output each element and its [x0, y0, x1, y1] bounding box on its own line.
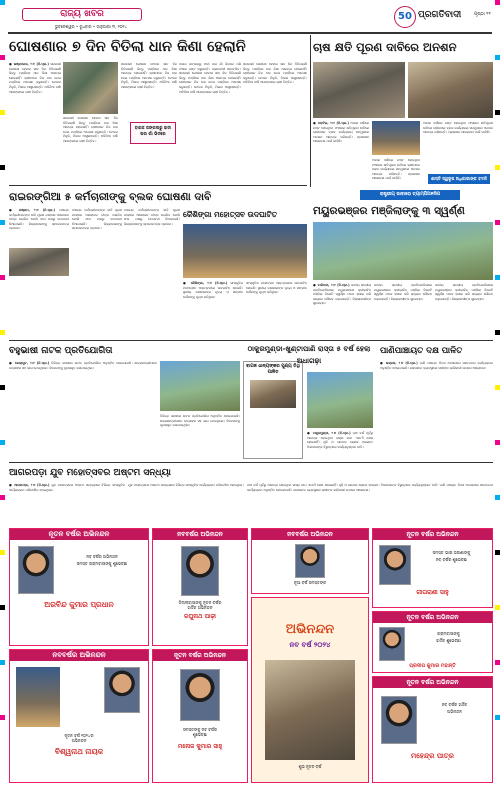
thakurmunda-body-cont: ପାଞ୍ଚ ବର୍ଷ ପୂର୍ବରୁ ଆରମ୍ଭ ହୋଇଥିବା ରାସ୍ତା କାମ ଏଯାଏଁ ଶେଷ ହୋଇନାହିଁ। ଧୂଳି ଓ ଗାତରେ ଲୋକେ ହଇରାଣ। ଠିକାଦାରଙ୍କ ବିରୁଦ୍ଧରେ କାର୍ଯ୍ୟାନୁଷ୍ଠାନ ଦାବି।: [247, 483, 439, 487]
print-color-marks-right: [495, 0, 500, 788]
masthead-rule: [8, 32, 492, 34]
lead-byline: ● ଭଞ୍ଜନଗର, ୨।୧ (ନି.ପ୍ର.): [9, 62, 49, 66]
sports-banner: ରାଷ୍ଟ୍ରୀୟ ଭାବାରୋ ଚ୍ୟାମ୍ପିଅନସିପ: [360, 190, 460, 200]
ad-line2: ହାର୍ଦ୍ଦିକ ଶୁଭେଚ୍ଛା: [436, 638, 461, 644]
raigada-col3: [124, 208, 180, 338]
ad-line2: ଅଭିନନ୍ଦନ: [447, 709, 462, 715]
mayurbhanj-photo: [313, 222, 493, 280]
ad-portrait: [295, 544, 325, 578]
ad-title: ନୂତନ ବର୍ଷର ଅଭିନନ୍ଦନ: [373, 612, 492, 623]
farmers-body-cont: ଅକାଳ ବର୍ଷାରେ ନଷ୍ଟ ହୋଇଥିବା ଫସଲର କ୍ଷତିପୂରଣ ଦାବିରେ ଚାଷୀମାନେ ବ୍ଳକ କାର୍ଯ୍ୟାଳୟ ସମ୍ମୁଖରେ ଅନଶନ ଆରମ୍ଭ କରିଛନ୍ତି। ପ୍ରଶାସନ ଆଲୋଚନା ପାଇଁ ଡାକିଛି।: [372, 158, 420, 181]
ad-name: ମହେନ୍ଦ୍ର ପାତ୍ର: [411, 752, 454, 760]
drama-body-block: [9, 361, 157, 459]
panchayat-headline: ପାଣିପାଞ୍ଚାୟତ ଦକ୍ଷ ପାଳିତ: [380, 346, 463, 356]
festival-col2: [246, 281, 307, 338]
drama-headline: ବହୁଭାଷୀ ନାଟକ ପ୍ରତିଯୋଗିତା: [9, 346, 113, 356]
agarpada-col1: [9, 483, 125, 525]
rule: [9, 462, 493, 463]
mayurbhanj-body: ଜାତୀୟ ସ୍ତରୀୟ ପ୍ରତିଯୋଗିତାରେ ମୟୁରଭଞ୍ଜର କ୍ରୀଡ଼ାବିତ୍ ମଞ୍ଜିଲା ତିନୋଟି ସ୍ୱର୍ଣ୍ଣ ପଦକ ହାସଲ କରି ରାଜ୍ୟର ଗୌରବ ବଢ଼ାଇଛନ୍ତି। ଜିଲ୍ଲାବାସୀଙ୍କ ଶୁଭେଚ୍ଛା।: [313, 283, 371, 306]
ad-line1: ନୂଆ ବର୍ଷ ସମସ୍ତଙ୍କ: [293, 580, 327, 585]
mayurbhanj-byline: ● ବାରିପଦା, ୨।୧ (ନି.ପ୍ର.): [313, 283, 350, 287]
ad-portrait: [379, 627, 405, 661]
page-number: ପୃଷ୍ଠା ୧୧: [474, 12, 491, 17]
ad-portrait: [180, 669, 220, 721]
ad-name: ବିଶ୍ୱନାଥ ନାୟକ: [54, 747, 104, 757]
drama-col2: [160, 414, 240, 459]
agarpada-col2: [128, 483, 244, 525]
ad-title: ନୂତନ ବର୍ଷର ଅଭିନନ୍ଦନ: [373, 529, 492, 540]
rule: [9, 340, 493, 341]
festival-byline: ● କୈଶିଙ୍ଗା, ୨।୧ (ନି.ପ୍ର.): [183, 281, 228, 285]
ad-line2: ସମସ୍ତ ଗ୍ରାମବାସୀଙ୍କୁ ଶୁଭେଚ୍ଛା: [76, 561, 128, 567]
masthead: [8, 4, 492, 34]
ad-line1: ନବ ବର୍ଷର ହାର୍ଦ୍ଦିକ: [441, 702, 468, 707]
agarpada-body: ଯୁବ ମହୋତ୍ସବର ଅଷ୍ଟମ ସନ୍ଧ୍ୟାରେ ବିଭିନ୍ନ ସାଂସ୍କୃତିକ କାର୍ଯ୍ୟକ୍ରମ ପରିବେଷିତ ହୋଇଥିଲା।: [9, 483, 125, 492]
farmers-body-cont2: ଅକାଳ ବର୍ଷାରେ ନଷ୍ଟ ହୋଇଥିବା ଫସଲର କ୍ଷତିପୂରଣ ଦାବିରେ ଚାଷୀମାନେ ବ୍ଳକ କାର୍ଯ୍ୟାଳୟ ସମ୍ମୁଖରେ ଅନଶନ ଆରମ୍ଭ କରିଛନ୍ତି। ପ୍ରଶାସନ ଆଲୋଚନା ପାଇଁ ଡାକିଛି।: [423, 121, 493, 135]
raigada-body-cont: ପଞ୍ଚାୟତ କର୍ମଚାରୀମାନଙ୍କ ଦାବି ପୂରଣ ନହେଲେ ଆନ୍ଦୋଳନ ତୀବ୍ର କରାଯିବ ବୋଲି ସଂଘ ପକ୍ଷରୁ ଚେତାବନୀ ଦିଆଯାଇଛି। ଜିଲ୍ଲାପାଳଙ୍କୁ ସ୍ମାରକପତ୍ର ପ୍ରଦାନ।: [72, 208, 122, 231]
ad-newyear-2: [152, 528, 248, 646]
mayurbhanj-body-cont2: ଜାତୀୟ ସ୍ତରୀୟ ପ୍ରତିଯୋଗିତାରେ ମୟୁରଭଞ୍ଜର କ୍ରୀଡ଼ାବିତ୍ ମଞ୍ଜିଲା ତିନୋଟି ସ୍ୱର୍ଣ୍ଣ ପଦକ ହାସଲ କରି ରାଜ୍ୟର ଗୌରବ ବଢ଼ାଇଛନ୍ତି। ଜିଲ୍ଲାବାସୀଙ୍କ ଶୁଭେଚ୍ଛା।: [435, 283, 493, 301]
mayurbhanj-body-cont: ଜାତୀୟ ସ୍ତରୀୟ ପ୍ରତିଯୋଗିତାରେ ମୟୁରଭଞ୍ଜର କ୍ରୀଡ଼ାବିତ୍ ମଞ୍ଜିଲା ତିନୋଟି ସ୍ୱର୍ଣ୍ଣ ପଦକ ହାସଲ କରି ରାଜ୍ୟର ଗୌରବ ବଢ଼ାଇଛନ୍ତି। ଜିଲ୍ଲାବାସୀଙ୍କ ଶୁଭେଚ୍ଛା।: [374, 283, 432, 301]
ad-title: ନୂତନ ବର୍ଷର ଅଭିନନ୍ଦନ: [373, 677, 492, 688]
ad-line1: ସମସ୍ତ ଭାଇ ଭଉଣୀଙ୍କୁ: [432, 550, 471, 555]
drama-photo: [160, 361, 240, 411]
dateline: ଭୁବନେଶ୍ୱର • ବୁଧବାର • ଜାନୁଆରୀ ୩, ୨୦୨୪: [54, 24, 128, 29]
section-title: ରାଜ୍ୟ ଖବର: [22, 8, 142, 21]
lead-body-cont2: ସରକାରୀ ଘୋଷଣା ହେବାର ସାତ ଦିନ ବିତିଗଲାଣି କିନ୍ତୁ ମଣ୍ଡିରେ ଧାନ କିଣା ଆରମ୍ଭ ହୋଇନାହିଁ। ଚାଷୀମାନେ ନିଜ ଧାନ ନେଇ ମଣ୍ଡିରେ ଅପେକ୍ଷା କରୁଛନ୍ତି। ଟୋକନ ମିଳୁନି, ମିଲର ଆସୁନାହାନ୍ତି। ଅଦିନିଆ ବର୍ଷା ଆଶଙ୍କାରେ ଚାଷୀ ଚିନ୍ତିତ।: [121, 62, 177, 89]
sidebar-headline: ବାଗଜ ଧାନ୍ୟଙ୍କର ପୁଣ୍ୟ ତିଥି ପାଳିତ: [246, 364, 300, 375]
festival-headline: କୈଶିଙ୍ଗା ମହୋତ୍ସବ ଉଦଘାଟିତ: [183, 210, 278, 219]
ad-title: ନୂତନ ବର୍ଷର ଅଭିନନ୍ଦନ: [10, 529, 148, 540]
farmers-photo-1: [313, 62, 405, 118]
ad-line1: ଗ୍ରାମବାସୀଙ୍କୁ: [437, 631, 460, 636]
ad-portrait: [381, 696, 417, 744]
sidebar-photo: [250, 380, 296, 408]
drama-body: ବିଭିନ୍ନ ଭାଷାରେ ନାଟକ ପ୍ରତିଯୋଗିତା ଅନୁଷ୍ଠିତ ହୋଇଯାଇଛି। ଛାତ୍ରଛାତ୍ରୀମାନେ ଉତ୍ସାହର ସହ ଭାଗ ନେଇଥିଲେ। ବିଜେତାଙ୍କୁ ପୁରସ୍କୃତ କରାଯାଇଥିଲା।: [9, 361, 157, 370]
farmers-col1: [313, 121, 369, 187]
ad-abhinandan: [251, 597, 369, 783]
ad-portrait: [181, 546, 219, 596]
mayurbhanj-col2: [374, 283, 432, 338]
elephant-callout-head: ବାଗଜ ଜଙ୍ଗଲରୁ ହାତୀ ପଲ ଗାଁ ଭିତରେ: [134, 125, 172, 136]
lead-headline: ଘୋଷଣାର ୭ ଦିନ ବିତିଲା ଧାନ କିଣା ହେଲାନି: [9, 39, 246, 55]
ad-title: ଅଭିନନ୍ଦନ: [285, 622, 335, 637]
ad-line2: ଅଭିନନ୍ଦନ: [71, 738, 87, 744]
thakurmunda-body: ପାଞ୍ଚ ବର୍ଷ ପୂର୍ବରୁ ଆରମ୍ଭ ହୋଇଥିବା ରାସ୍ତା କାମ ଏଯାଏଁ ଶେଷ ହୋଇନାହିଁ। ଧୂଳି ଓ ଗାତରେ ଲୋକେ ହଇରାଣ। ଠିକାଦାରଙ୍କ ବିରୁଦ୍ଧରେ କାର୍ଯ୍ୟାନୁଷ୍ଠାନ ଦାବି।: [307, 431, 373, 449]
ad-title: ନବବର୍ଷର ଅଭିନନ୍ଦନ: [252, 529, 368, 540]
mayurbhanj-col1: [313, 283, 371, 338]
elephant-callout-box: [130, 122, 176, 144]
ad-deity-image: [265, 660, 355, 760]
ad-line1: ନବ ବର୍ଷର ଅଭିନନ୍ଦନ: [86, 554, 118, 559]
farmers-photo-3: [372, 121, 420, 155]
ad-name: ମନୋଜ କୁମାର ସାହୁ: [177, 743, 223, 751]
lead-body-cont: ସରକାରୀ ଘୋଷଣା ହେବାର ସାତ ଦିନ ବିତିଗଲାଣି କିନ୍ତୁ ମଣ୍ଡିରେ ଧାନ କିଣା ଆରମ୍ଭ ହୋଇନାହିଁ। ଚାଷୀମାନେ ନିଜ ଧାନ ନେଇ ମଣ୍ଡିରେ ଅପେକ୍ଷା କରୁଛନ୍ତି। ଟୋକନ ମିଳୁନି, ମିଲର ଆସୁନାହାନ୍ତି। ଅଦିନିଆ ବର୍ଷା ଆଶଙ୍କାରେ ଚାଷୀ ଚିନ୍ତିତ।: [63, 116, 118, 143]
raigada-photo: [9, 248, 69, 276]
lead-story-col3: [121, 62, 177, 180]
ad-newyear-3: [251, 528, 369, 594]
thakurmunda-col1: [307, 431, 373, 459]
farmers-byline: ● ବଡ଼ବିଲ, ୨।୧ (ନି.ପ୍ର.): [313, 121, 349, 125]
drama-body-cont: ବିଭିନ୍ନ ଭାଷାରେ ନାଟକ ପ୍ରତିଯୋଗିତା ଅନୁଷ୍ଠିତ ହୋଇଯାଇଛି। ଛାତ୍ରଛାତ୍ରୀମାନେ ଉତ୍ସାହର ସହ ଭାଗ ନେଇଥିଲେ। ବିଜେତାଙ୍କୁ ପୁରସ୍କୃତ କରାଯାଇଥିଲା।: [160, 414, 240, 428]
rule: [9, 185, 307, 186]
ad-line2: ଶୁଭେଚ୍ଛା: [192, 732, 208, 738]
raigada-body-cont2: ପଞ୍ଚାୟତ କର୍ମଚାରୀମାନଙ୍କ ଦାବି ପୂରଣ ନହେଲେ ଆନ୍ଦୋଳନ ତୀବ୍ର କରାଯିବ ବୋଲି ସଂଘ ପକ୍ଷରୁ ଚେତାବନୀ ଦିଆଯାଇଛି। ଜିଲ୍ଲାପାଳଙ୍କୁ ସ୍ମାରକପତ୍ର ପ୍ରଦାନ।: [124, 208, 180, 226]
anniversary-logo: 50: [394, 6, 416, 28]
column-divider: [310, 35, 311, 187]
ad-newyear-5: [372, 611, 493, 673]
thakurmunda-col2: [247, 483, 493, 525]
thakurmunda-photo: [307, 372, 373, 428]
lead-story-col1: [9, 62, 61, 180]
festival-photo: [183, 224, 307, 278]
panchayat-byline: ● ଭଦ୍ରକ, ୨।୧ (ନି.ପ୍ର.): [380, 361, 418, 365]
ad-line1: ସମସ୍ତଙ୍କୁ ନବ ବର୍ଷର: [182, 727, 218, 732]
ad-line2: ହାର୍ଦ୍ଦିକ ଅଭିନନ୍ଦନ: [187, 605, 213, 611]
ad-name: ଗୀତାରାଣୀ ସାହୁ: [416, 589, 449, 596]
ad-newyear-4: [372, 528, 493, 608]
lead-body: ସରକାରୀ ଘୋଷଣା ହେବାର ସାତ ଦିନ ବିତିଗଲାଣି କିନ୍ତୁ ମଣ୍ଡିରେ ଧାନ କିଣା ଆରମ୍ଭ ହୋଇନାହିଁ। ଚାଷୀମାନେ ନିଜ ଧାନ ନେଇ ମଣ୍ଡିରେ ଅପେକ୍ଷା କରୁଛନ୍ତି। ଟୋକନ ମିଳୁନି, ମିଲର ଆସୁନାହାନ୍ତି। ଅଦିନିଆ ବର୍ଷା ଆଶଙ୍କାରେ ଚାଷୀ ଚିନ୍ତିତ।: [9, 62, 61, 94]
lead-story-col4: [179, 62, 241, 180]
panchayat-body: ପାଣି ପଞ୍ଚାୟତ ଦିବସ ଅବସରରେ ସଚେତନତା କାର୍ଯ୍ୟକ୍ରମ ଅନୁଷ୍ଠିତ ହୋଇଯାଇଛି। ଜଳସେଚନ ବ୍ୟବସ୍ଥାରେ ଚାଷୀଙ୍କ ଭାଗିଦାରୀ ଉପରେ ଆଲୋଚନା।: [380, 361, 493, 370]
mayurbhanj-headline: ମୟୁରଭଞ୍ଜର ମଞ୍ଜିଲାଙ୍କୁ ୩ ସ୍ୱର୍ଣ୍ଣ: [313, 205, 465, 217]
festival-body: ସାଂସ୍କୃତିକ ମହୋତ୍ସବ ଆଡ଼ମ୍ବରରେ ଉଦଘାଟିତ ହୋଇଛି। ସ୍ଥାନୀୟ କଳାକାରଙ୍କ ନୃତ୍ୟ ଓ ସଙ୍ଗୀତ ଦର୍ଶକଙ୍କୁ ମୁଗ୍ଧ କରିଥିଲା।: [183, 281, 243, 299]
lead-story-col5: [243, 62, 307, 180]
ad-deity-image: [16, 667, 60, 727]
agarpada-headline: ଆଗରପଡ଼ା ଯୁବ ମହୋତ୍ସବର ଅଷ୍ଟମ ସନ୍ଧ୍ୟା: [9, 468, 171, 478]
ad-line2: ନବ ବର୍ଷର ଶୁଭେଚ୍ଛା: [435, 557, 468, 563]
raigada-headline: ରାଇରଙ୍ଗିଆ ୫ କର୍ମଚାରୀଙ୍କୁ ବ୍ଲକ ଘୋଷଣା ଦାବି: [9, 191, 212, 203]
panchayat-body-cont: ପାଣି ପଞ୍ଚାୟତ ଦିବସ ଅବସରରେ ସଚେତନତା କାର୍ଯ୍ୟକ୍ରମ ଅନୁଷ୍ଠିତ ହୋଇଯାଇଛି। ଜଳସେଚନ ବ୍ୟବସ୍ଥାରେ ଚାଷୀଙ୍କ ଭାଗିଦାରୀ ଉପରେ ଆଲୋଚନା।: [247, 483, 493, 492]
mayurbhanj-col3: [435, 283, 493, 338]
panchayat-body-block: [380, 361, 493, 459]
raigada-byline: ● ଗଞ୍ଜାମ, ୨।୧ (ନି.ପ୍ର.): [9, 208, 56, 212]
farmers-headline: ଚାଷ କ୍ଷତି ପୂରଣ ଦାବିରେ ଅନଶନ: [313, 40, 457, 54]
ad-line1: ନୂତନ ବର୍ଷ ୨୦୨୪ର: [64, 733, 94, 738]
ad-title: ନବବର୍ଷର ଅଭିନନ୍ଦନ: [153, 529, 247, 540]
ad-portrait: [379, 545, 411, 585]
thakurmunda-headline: ଠାକୁରମୁଣ୍ଡା-ଖୁଣ୍ଟାପାଣି ରାସ୍ତା ୫ ବର୍ଷ ହେଲା ଅଧାଗଢ଼ା: [247, 344, 371, 365]
print-color-marks-left: [0, 0, 5, 788]
lead-body-cont3: ସରକାରୀ ଘୋଷଣା ହେବାର ସାତ ଦିନ ବିତିଗଲାଣି କିନ୍ତୁ ମଣ୍ଡିରେ ଧାନ କିଣା ଆରମ୍ଭ ହୋଇନାହିଁ। ଚାଷୀମାନେ ନିଜ ଧାନ ନେଇ ମଣ୍ଡିରେ ଅପେକ୍ଷା କରୁଛନ୍ତି। ଟୋକନ ମିଳୁନି, ମିଲର ଆସୁନାହାନ୍ତି। ଅଦିନିଆ ବର୍ଷା ଆଶଙ୍କାରେ ଚାଷୀ ଚିନ୍ତିତ।: [179, 71, 241, 94]
ad-name: ନବ ବର୍ଷ ୨୦୨୪: [289, 641, 331, 649]
lead-body-cont4: ସରକାରୀ ଘୋଷଣା ହେବାର ସାତ ଦିନ ବିତିଗଲାଣି କିନ୍ତୁ ମଣ୍ଡିରେ ଧାନ କିଣା ଆରମ୍ଭ ହୋଇନାହିଁ। ଚାଷୀମାନେ ନିଜ ଧାନ ନେଇ ମଣ୍ଡିରେ ଅପେକ୍ଷା କରୁଛନ୍ତି। ଟୋକନ ମିଳୁନି, ମିଲର ଆସୁନାହାନ୍ତି। ଅଦିନିଆ ବର୍ଷା ଆଶଙ୍କାରେ ଚାଷୀ ଚିନ୍ତିତ।: [243, 62, 307, 85]
ad-line1: ଶୁଭ ନୂତନ ବର୍ଷ: [298, 764, 322, 769]
ad-line1: ଜିଲ୍ଲାବାସୀଙ୍କୁ ନୂତନ ବର୍ଷର: [178, 600, 222, 605]
drama-byline: ● କୋରାପୁଟ, ୨।୧ (ନି.ପ୍ର.): [9, 361, 50, 365]
ad-title: ନବବର୍ଷର ଅଭିନନ୍ଦନ: [10, 650, 148, 661]
thakurmunda-byline: ● ଠାକୁରମୁଣ୍ଡା, ୨।୧ (ନି.ପ୍ର.): [307, 431, 351, 435]
farmers-col2: [372, 158, 420, 187]
farmers-body: ଅକାଳ ବର୍ଷାରେ ନଷ୍ଟ ହୋଇଥିବା ଫସଲର କ୍ଷତିପୂରଣ ଦାବିରେ ଚାଷୀମାନେ ବ୍ଳକ କାର୍ଯ୍ୟାଳୟ ସମ୍ମୁଖରେ ଅନଶନ ଆରମ୍ଭ କରିଛନ୍ତି। ପ୍ରଶାସନ ଆଲୋଚନା ପାଇଁ ଡାକିଛି।: [313, 121, 369, 144]
farmers-photo-2: [408, 62, 493, 118]
ad-newyear-1: [9, 528, 149, 646]
paper-name: ପ୍ରଗତିବାଦୀ: [418, 10, 462, 20]
ad-portrait: [104, 667, 140, 713]
callout-body: ବାଗଜ ଜଙ୍ଗଲରୁ ହାତୀ ପଲ ଗାଁ ଭିତରେ ପଶି ଫସଲ ନଷ୍ଟ କରୁଛନ୍ତି। ଗ୍ରାମବାସୀ ଆତଙ୍କିତ।: [179, 62, 241, 71]
ad-newyear-6: [9, 649, 149, 783]
ad-name: ରଘୁନାଥ ପାଢ଼ୀ: [184, 613, 216, 621]
lead-photo: [63, 62, 118, 114]
ad-title: ନୂତନ ବର୍ଷର ଅଭିନନ୍ଦନ: [153, 650, 247, 661]
festival-body-cont: ସାଂସ୍କୃତିକ ମହୋତ୍ସବ ଆଡ଼ମ୍ବରରେ ଉଦଘାଟିତ ହୋଇଛି। ସ୍ଥାନୀୟ କଳାକାରଙ୍କ ନୃତ୍ୟ ଓ ସଙ୍ଗୀତ ଦର୍ଶକଙ୍କୁ ମୁଗ୍ଧ କରିଥିଲା।: [246, 281, 307, 295]
ad-name: ଅରବିନ୍ଦ କୁମାର ପ୍ରଧାନ: [44, 600, 114, 609]
agarpada-byline: ● ଆଗରପଡ଼ା, ୨।୧ (ନି.ପ୍ର.): [9, 483, 50, 487]
raigada-body: ପଞ୍ଚାୟତ କର୍ମଚାରୀମାନଙ୍କ ଦାବି ପୂରଣ ନହେଲେ ଆନ୍ଦୋଳନ ତୀବ୍ର କରାଯିବ ବୋଲି ସଂଘ ପକ୍ଷରୁ ଚେତାବନୀ ଦିଆଯାଇଛି। ଜିଲ୍ଲାପାଳଙ୍କୁ ସ୍ମାରକପତ୍ର ପ୍ରଦାନ।: [9, 208, 69, 231]
sidebar-box: [243, 361, 303, 459]
ad-newyear-7: [152, 649, 248, 783]
ad-portrait: [18, 546, 54, 594]
agarpada-body-cont: ଯୁବ ମହୋତ୍ସବର ଅଷ୍ଟମ ସନ୍ଧ୍ୟାରେ ବିଭିନ୍ନ ସାଂସ୍କୃତିକ କାର୍ଯ୍ୟକ୍ରମ ପରିବେଷିତ ହୋଇଥିଲା।: [128, 483, 244, 487]
ad-name: ପ୍ରଦୀପ କୁମାର ମହାନ୍ତି: [409, 663, 456, 669]
farmers-quote: ଶାସ୍ତି ସ୍ୱରୂପ ଅଧିକାରୀଙ୍କ ବଦଳି: [428, 174, 490, 184]
lead-story-col2: [63, 116, 118, 180]
ad-newyear-8: [372, 676, 493, 783]
festival-col1: [183, 281, 243, 338]
raigada-col2: [72, 208, 122, 338]
